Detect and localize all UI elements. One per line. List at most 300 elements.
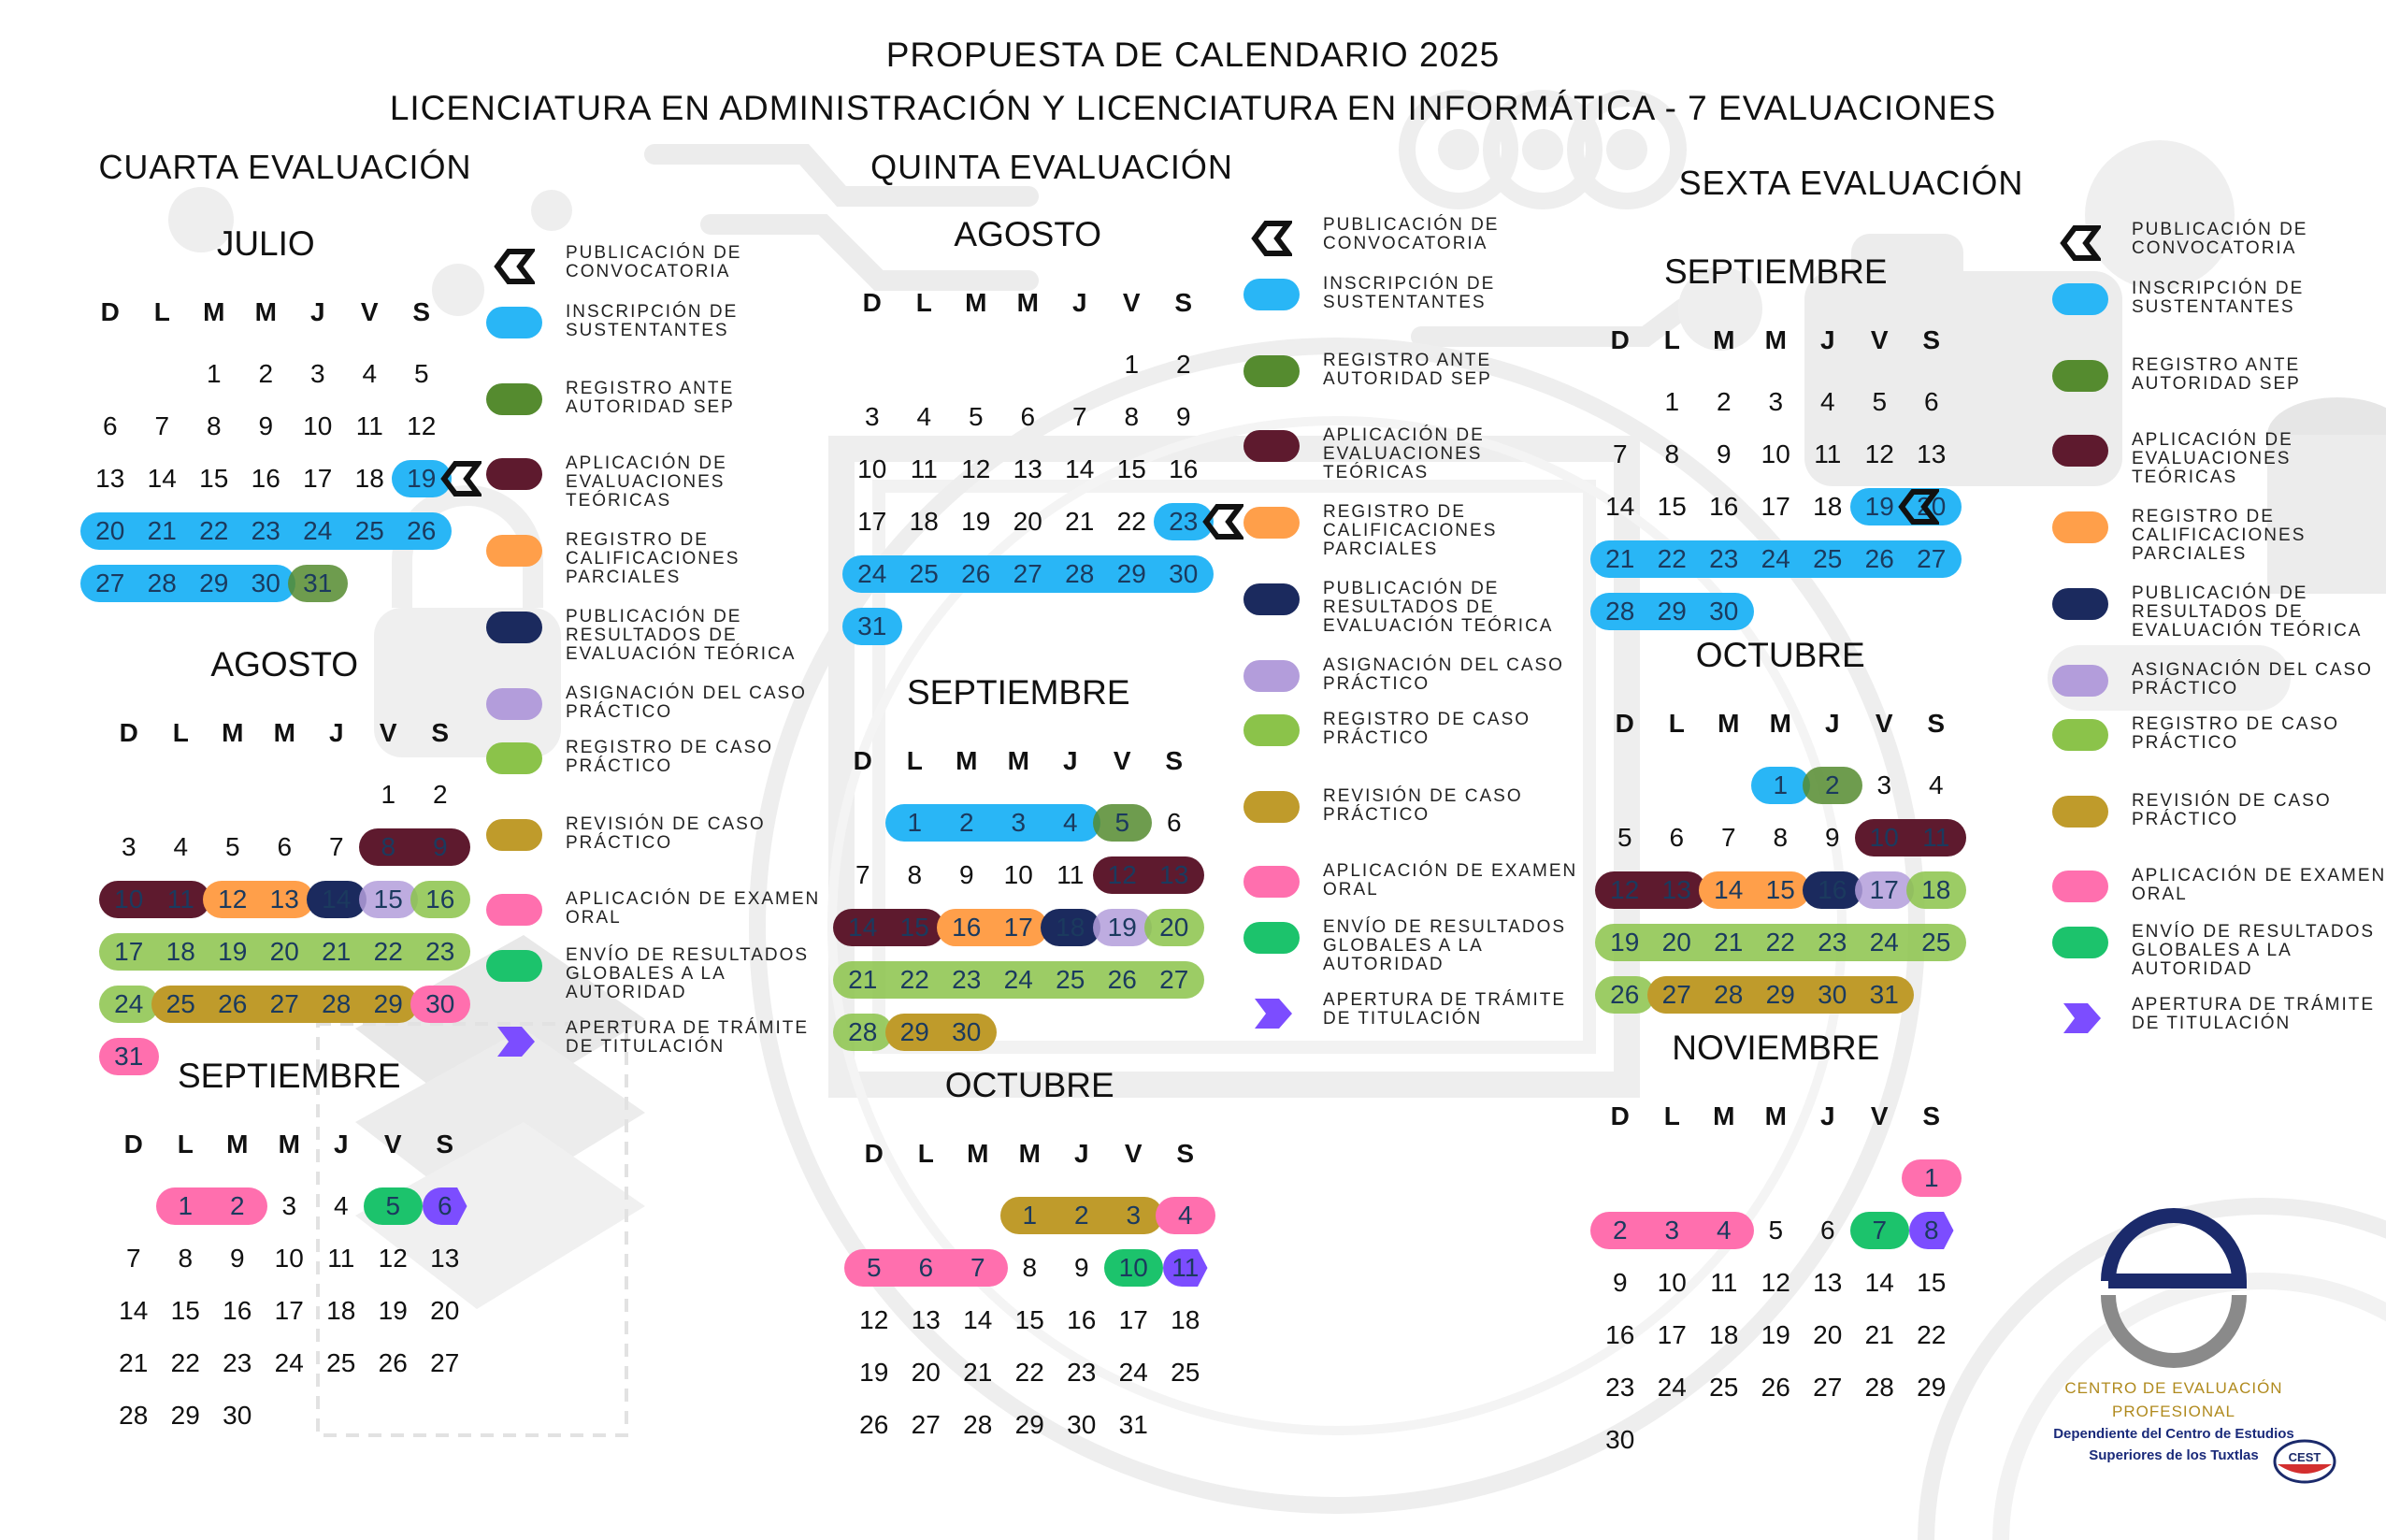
legend-swatch bbox=[1243, 583, 1300, 615]
calendar-day: 6 bbox=[102, 411, 118, 440]
calendar-day: 6 bbox=[1166, 808, 1182, 837]
cest-badge-text: CEST bbox=[2288, 1450, 2321, 1464]
calendar-day: 5 bbox=[1114, 808, 1130, 837]
calendar-day: 9 bbox=[229, 1244, 245, 1273]
calendar-day: 21 bbox=[848, 965, 878, 994]
calendar-day: 1 bbox=[1022, 1201, 1038, 1230]
calendar-day: 18 bbox=[165, 937, 195, 966]
legend-swatch bbox=[486, 307, 542, 338]
convocatoria-icon bbox=[1251, 220, 1292, 257]
legend-label-line: EVALUACIONES bbox=[566, 472, 726, 492]
calendar-day: 6 bbox=[1923, 387, 1939, 416]
calendar-day: 17 bbox=[1869, 875, 1899, 904]
legend-label-line: REGISTRO ANTE bbox=[2132, 355, 2301, 375]
legend-label-line: CALIFICACIONES bbox=[1323, 521, 1498, 540]
weekday-header: M bbox=[273, 718, 295, 747]
weekday-header: M bbox=[278, 1130, 300, 1159]
legend-label bbox=[566, 739, 773, 776]
calendar-day: 9 bbox=[1824, 823, 1840, 852]
calendar-day: 13 bbox=[430, 1244, 460, 1273]
calendar-day: 4 bbox=[333, 1191, 349, 1220]
legend-swatch bbox=[1243, 714, 1300, 746]
calendar-day: 8 bbox=[206, 411, 222, 440]
weekday-header: V bbox=[383, 1130, 402, 1159]
calendar-day: 22 bbox=[899, 965, 929, 994]
legend-label bbox=[566, 608, 796, 664]
logo-line-1: CENTRO DE EVALUACIÓN bbox=[2064, 1379, 2283, 1397]
weekday-header: S bbox=[1176, 1139, 1195, 1168]
legend-label-line: PRÁCTICO bbox=[1323, 674, 1430, 694]
calendar-day: 18 bbox=[1921, 875, 1951, 904]
calendar-day: 2 bbox=[258, 359, 274, 388]
calendar-day: 1 bbox=[1923, 1163, 1939, 1192]
legend-label bbox=[566, 890, 820, 928]
calendar-day: 22 bbox=[373, 937, 403, 966]
legend-label-line: REGISTRO ANTE bbox=[566, 379, 735, 398]
calendar-day: 30 bbox=[223, 1401, 252, 1430]
calendar-day: 12 bbox=[407, 411, 437, 440]
calendar-day: 27 bbox=[1661, 980, 1691, 1009]
legend-label-line: ENVÍO DE RESULTADOS bbox=[566, 945, 810, 965]
calendar-day: 16 bbox=[1067, 1305, 1097, 1334]
calendar-day: 9 bbox=[1073, 1253, 1089, 1282]
calendar-day: 27 bbox=[95, 569, 125, 597]
calendar-day: 5 bbox=[968, 402, 984, 431]
legend-label bbox=[566, 531, 740, 587]
calendar-day: 6 bbox=[1819, 1216, 1835, 1245]
weekday-header: M bbox=[226, 1130, 249, 1159]
calendar-day: 15 bbox=[1917, 1268, 1947, 1297]
calendar-day: 8 bbox=[381, 832, 396, 861]
calendar-day: 14 bbox=[322, 885, 352, 914]
calendar-day: 20 bbox=[269, 937, 299, 966]
weekday-header: L bbox=[1668, 709, 1685, 738]
calendar-day: 24 bbox=[274, 1348, 304, 1377]
weekday-header: D bbox=[119, 718, 138, 747]
calendar-day: 7 bbox=[970, 1253, 985, 1282]
calendar-day: 12 bbox=[961, 454, 991, 483]
calendar-day: 5 bbox=[413, 359, 429, 388]
legend-label-line: EVALUACIÓN TEÓRICA bbox=[2132, 621, 2363, 640]
weekday-header: M bbox=[967, 1139, 989, 1168]
calendar-day: 4 bbox=[173, 832, 189, 861]
calendar-day: 3 bbox=[1768, 387, 1784, 416]
legend-swatch bbox=[1243, 507, 1300, 539]
calendar-day: 13 bbox=[1159, 860, 1189, 889]
legend-label-line: CONVOCATORIA bbox=[2132, 238, 2297, 258]
calendar-day: 14 bbox=[1605, 492, 1635, 521]
calendar-day: 28 bbox=[1605, 597, 1635, 626]
weekday-header: V bbox=[1124, 1139, 1143, 1168]
calendar-day: 25 bbox=[1709, 1373, 1739, 1402]
legend-label-line: GLOBALES A LA bbox=[2132, 941, 2293, 960]
legend-swatch bbox=[2052, 927, 2108, 958]
calendar-day: 19 bbox=[859, 1358, 889, 1387]
legend-label bbox=[2132, 867, 2386, 904]
calendar-day: 3 bbox=[1876, 770, 1892, 799]
calendar-day: 2 bbox=[432, 780, 448, 809]
weekday-header: D bbox=[100, 297, 120, 326]
convocatoria-icon bbox=[494, 248, 535, 285]
weekday-header: S bbox=[1922, 325, 1941, 354]
legend-label bbox=[566, 1019, 809, 1057]
legend-label bbox=[566, 815, 766, 853]
calendar-day: 30 bbox=[1169, 559, 1199, 588]
calendar-day: 10 bbox=[1003, 860, 1033, 889]
calendar-day: 1 bbox=[381, 780, 396, 809]
calendar-day: 28 bbox=[1864, 1373, 1894, 1402]
weekday-header: J bbox=[328, 718, 344, 747]
legend-label-line: REGISTRO DE CASO bbox=[1323, 710, 1531, 729]
calendar-day: 10 bbox=[1657, 1268, 1687, 1297]
legend-swatch bbox=[1243, 430, 1300, 462]
calendar-day: 3 bbox=[121, 832, 137, 861]
legend-label bbox=[1323, 862, 1577, 900]
calendar-subtitle: LICENCIATURA EN ADMINISTRACIÓN Y LICENCIATURA EN INFORMÁTICA - 7 EVALUACIONES bbox=[389, 89, 1997, 127]
calendar-day: 30 bbox=[251, 569, 280, 597]
calendar-day: 15 bbox=[1765, 875, 1795, 904]
calendar-day: 25 bbox=[1056, 965, 1085, 994]
calendar-day: 7 bbox=[1071, 402, 1087, 431]
calendar-day: 18 bbox=[1056, 913, 1085, 942]
calendar-day: 14 bbox=[1714, 875, 1744, 904]
calendar-day: 21 bbox=[1065, 507, 1095, 536]
calendar-day: 16 bbox=[1709, 492, 1739, 521]
weekday-header: L bbox=[1663, 1101, 1680, 1130]
calendar-day: 30 bbox=[1709, 597, 1739, 626]
evaluation-title: SEXTA EVALUACIÓN bbox=[1678, 164, 2024, 202]
calendar-day: 27 bbox=[1013, 559, 1042, 588]
legend-label-line: REGISTRO DE bbox=[566, 530, 709, 550]
calendar-day: 14 bbox=[1864, 1268, 1894, 1297]
legend-label bbox=[1323, 656, 1564, 694]
legend-label-line: PRÁCTICO bbox=[2132, 679, 2239, 698]
legend-label-line: REVISIÓN DE CASO bbox=[1323, 786, 1523, 806]
calendar-day: 11 bbox=[1171, 1253, 1200, 1282]
calendar-day: 5 bbox=[1768, 1216, 1784, 1245]
month-name: AGOSTO bbox=[954, 215, 1102, 253]
calendar-day: 1 bbox=[1773, 770, 1789, 799]
calendar-day: 24 bbox=[1869, 928, 1899, 957]
calendar-day: 19 bbox=[1107, 913, 1137, 942]
weekday-header: M bbox=[965, 288, 987, 317]
legend-label bbox=[1323, 918, 1566, 974]
calendar-day: 23 bbox=[1818, 928, 1847, 957]
legend-label bbox=[2132, 715, 2339, 753]
legend-label bbox=[1323, 580, 1553, 636]
convocatoria-icon bbox=[2060, 224, 2101, 262]
legend-label-line: RESULTADOS DE bbox=[1323, 597, 1495, 617]
calendar-day: 22 bbox=[1014, 1358, 1044, 1387]
weekday-header: M bbox=[1713, 1101, 1735, 1130]
calendar-day: 7 bbox=[1872, 1216, 1888, 1245]
legend-label-line: PRÁCTICO bbox=[2132, 810, 2239, 829]
calendar-day: 11 bbox=[1710, 1268, 1738, 1297]
legend-label-line: APLICACIÓN DE EXAMEN bbox=[1323, 861, 1578, 881]
calendar-day: 11 bbox=[1814, 439, 1842, 468]
calendar-day: 24 bbox=[303, 516, 333, 545]
legend-label-line: INSCRIPCIÓN DE bbox=[2132, 279, 2305, 298]
calendar-day: 20 bbox=[1917, 492, 1947, 521]
calendar-day: 31 bbox=[114, 1042, 144, 1071]
calendar-day: 29 bbox=[1657, 597, 1687, 626]
calendar-day: 22 bbox=[1116, 507, 1146, 536]
calendar-day: 11 bbox=[355, 411, 383, 440]
calendar-day: 4 bbox=[1062, 808, 1078, 837]
weekday-header: S bbox=[412, 297, 431, 326]
calendar-day: 24 bbox=[857, 559, 887, 588]
legend-label-line: PUBLICACIÓN DE bbox=[1323, 215, 1500, 235]
legend-label bbox=[1323, 711, 1531, 748]
evaluation-title: CUARTA EVALUACIÓN bbox=[98, 148, 472, 186]
calendar-day: 19 bbox=[378, 1296, 408, 1325]
calendar-day: 1 bbox=[907, 808, 923, 837]
weekday-header: D bbox=[123, 1130, 143, 1159]
calendar-day: 2 bbox=[958, 808, 974, 837]
calendar-title: PROPUESTA DE CALENDARIO 2025 bbox=[885, 36, 1501, 74]
weekday-header: M bbox=[1718, 709, 1740, 738]
calendar-day: 10 bbox=[1869, 823, 1899, 852]
legend-swatch bbox=[2052, 511, 2108, 543]
calendar-day: 24 bbox=[1118, 1358, 1148, 1387]
legend-label-line: REVISIÓN DE CASO bbox=[2132, 791, 2332, 811]
calendar-day: 17 bbox=[1761, 492, 1790, 521]
legend-label-line: SUSTENTANTES bbox=[1323, 293, 1487, 312]
calendar-day: 26 bbox=[1107, 965, 1137, 994]
calendar-day: 26 bbox=[1610, 980, 1640, 1009]
weekday-header: S bbox=[1922, 1101, 1941, 1130]
calendar-day: 2 bbox=[1175, 350, 1191, 379]
legend-swatch bbox=[486, 535, 542, 567]
calendar-day: 13 bbox=[911, 1305, 941, 1334]
weekday-header: J bbox=[1819, 325, 1835, 354]
calendar-day: 7 bbox=[855, 860, 870, 889]
calendar-day: 12 bbox=[1610, 875, 1640, 904]
calendar-day: 25 bbox=[165, 989, 195, 1018]
titulacion-arrow-icon bbox=[2062, 1001, 2103, 1035]
calendar-day: 12 bbox=[218, 885, 248, 914]
calendar-day: 19 bbox=[961, 507, 991, 536]
calendar-day: 25 bbox=[326, 1348, 356, 1377]
calendar-day: 18 bbox=[1709, 1320, 1739, 1349]
weekday-header: L bbox=[915, 288, 932, 317]
calendar-day: 16 bbox=[223, 1296, 252, 1325]
calendar-day: 29 bbox=[170, 1401, 200, 1430]
legend-swatch bbox=[1243, 279, 1300, 310]
legend-swatch bbox=[1243, 660, 1300, 692]
weekday-header: S bbox=[431, 718, 450, 747]
legend-label-line: EVALUACIONES bbox=[2132, 449, 2292, 468]
calendar-day: 11 bbox=[327, 1244, 355, 1273]
calendar-day: 18 bbox=[354, 464, 384, 493]
calendar-day: 17 bbox=[114, 937, 144, 966]
calendar-day: 28 bbox=[119, 1401, 149, 1430]
calendar-day: 17 bbox=[303, 464, 333, 493]
weekday-header: M bbox=[222, 718, 244, 747]
legend-label-line: REVISIÓN DE CASO bbox=[566, 814, 766, 834]
calendar-day: 20 bbox=[911, 1358, 941, 1387]
legend-label-line: APLICACIÓN DE bbox=[2132, 430, 2293, 450]
calendar-day: 21 bbox=[322, 937, 352, 966]
legend-label bbox=[1323, 991, 1566, 1029]
weekday-header: J bbox=[1819, 1101, 1835, 1130]
calendar-day: 18 bbox=[1813, 492, 1843, 521]
calendar-day: 4 bbox=[1928, 770, 1944, 799]
calendar-day: 4 bbox=[916, 402, 932, 431]
calendar-day: 5 bbox=[224, 832, 240, 861]
legend-swatch bbox=[1243, 866, 1300, 898]
calendar-day: 24 bbox=[114, 989, 144, 1018]
calendar-day: 1 bbox=[1124, 350, 1140, 379]
calendar-day: 29 bbox=[1765, 980, 1795, 1009]
calendar-day: 3 bbox=[1126, 1201, 1142, 1230]
legend-label bbox=[566, 380, 735, 417]
weekday-header: V bbox=[1875, 709, 1893, 738]
calendar-day: 7 bbox=[125, 1244, 141, 1273]
calendar-day: 23 bbox=[1605, 1373, 1635, 1402]
calendar-day: 26 bbox=[859, 1410, 889, 1439]
legend-swatch bbox=[486, 612, 542, 643]
calendar-day: 2 bbox=[229, 1191, 245, 1220]
calendar-day: 2 bbox=[1716, 387, 1732, 416]
calendar-day: 9 bbox=[432, 832, 448, 861]
calendar-day: 7 bbox=[1720, 823, 1736, 852]
calendar-day: 6 bbox=[437, 1191, 453, 1220]
weekday-header: M bbox=[1018, 1139, 1041, 1168]
legend-label bbox=[2132, 508, 2306, 564]
calendar-day: 4 bbox=[362, 359, 378, 388]
calendar-day: 17 bbox=[1657, 1320, 1687, 1349]
calendar-day: 25 bbox=[354, 516, 384, 545]
calendar-day: 31 bbox=[1869, 980, 1899, 1009]
weekday-header: V bbox=[1870, 325, 1889, 354]
weekday-header: D bbox=[864, 1139, 884, 1168]
weekday-header: L bbox=[1663, 325, 1680, 354]
calendar-day: 20 bbox=[1159, 913, 1189, 942]
calendar-day: 24 bbox=[1761, 544, 1790, 573]
legend-label-line: PRÁCTICO bbox=[1323, 805, 1430, 825]
legend-swatch bbox=[2052, 588, 2108, 620]
calendar-day: 23 bbox=[251, 516, 280, 545]
calendar-day: 14 bbox=[963, 1305, 993, 1334]
weekday-header: J bbox=[333, 1130, 349, 1159]
legend-label-line: PARCIALES bbox=[566, 568, 682, 587]
legend-swatch bbox=[486, 688, 542, 720]
legend-label-line: APERTURA DE TRÁMITE bbox=[2132, 995, 2376, 1015]
calendar-day: 30 bbox=[1067, 1410, 1097, 1439]
weekday-header: L bbox=[906, 746, 923, 775]
legend-swatch bbox=[2052, 283, 2108, 315]
legend-swatch bbox=[486, 894, 542, 926]
weekday-header: V bbox=[1113, 746, 1131, 775]
legend-label bbox=[2132, 431, 2293, 487]
calendar-day: 29 bbox=[373, 989, 403, 1018]
calendar-day: 22 bbox=[1657, 544, 1687, 573]
calendar-day: 17 bbox=[274, 1296, 304, 1325]
legend-label-line: CALIFICACIONES bbox=[2132, 525, 2307, 545]
legend-label bbox=[1323, 426, 1485, 482]
calendar-day: 15 bbox=[899, 913, 929, 942]
legend-label-line: PUBLICACIÓN DE bbox=[566, 243, 742, 263]
calendar-day: 10 bbox=[1761, 439, 1790, 468]
month-name: SEPTIEMBRE bbox=[178, 1057, 401, 1095]
calendar-day: 21 bbox=[147, 516, 177, 545]
legend-label-line: PRÁCTICO bbox=[1323, 728, 1430, 748]
calendar-day: 15 bbox=[1116, 454, 1146, 483]
weekday-header: M bbox=[1764, 1101, 1787, 1130]
legend-swatch bbox=[1243, 355, 1300, 387]
calendar-day: 9 bbox=[958, 860, 974, 889]
calendar-day: 7 bbox=[328, 832, 344, 861]
calendar-day: 1 bbox=[206, 359, 222, 388]
legend-label-line: REGISTRO DE CASO bbox=[2132, 714, 2340, 734]
weekday-header: S bbox=[436, 1130, 454, 1159]
legend-label-line: TEÓRICAS bbox=[566, 491, 672, 511]
calendar-day: 19 bbox=[407, 464, 437, 493]
weekday-header: M bbox=[1764, 325, 1787, 354]
legend-label-line: AUTORIDAD SEP bbox=[566, 397, 735, 417]
calendar-day: 26 bbox=[218, 989, 248, 1018]
convocatoria-marker-icon bbox=[1202, 503, 1243, 540]
calendar-day: 4 bbox=[1177, 1201, 1193, 1230]
calendar-day: 12 bbox=[1107, 860, 1137, 889]
calendar-day: 25 bbox=[1921, 928, 1951, 957]
legend-label-line: AUTORIDAD bbox=[2132, 959, 2253, 979]
weekday-header: M bbox=[254, 297, 277, 326]
weekday-header: D bbox=[853, 746, 872, 775]
legend-label-line: TEÓRICAS bbox=[2132, 468, 2238, 487]
calendar-day: 10 bbox=[857, 454, 887, 483]
calendar-day: 8 bbox=[1124, 402, 1140, 431]
legend-label-line: APLICACIÓN DE EXAMEN bbox=[566, 889, 821, 909]
calendar-day: 4 bbox=[1716, 1216, 1732, 1245]
calendar-day: 11 bbox=[166, 885, 194, 914]
calendar-day: 12 bbox=[859, 1305, 889, 1334]
calendar-day: 6 bbox=[1020, 402, 1036, 431]
legend-label bbox=[2132, 280, 2304, 317]
month-name: NOVIEMBRE bbox=[1672, 1029, 1880, 1067]
legend-label-line: PUBLICACIÓN DE bbox=[2132, 220, 2308, 239]
legend-label-line: SUSTENTANTES bbox=[2132, 297, 2295, 317]
weekday-header: M bbox=[1007, 746, 1029, 775]
weekday-header: L bbox=[177, 1130, 194, 1159]
legend-label-line: AUTORIDAD SEP bbox=[1323, 369, 1492, 389]
calendar-day: 9 bbox=[1175, 402, 1191, 431]
calendar-day: 9 bbox=[1612, 1268, 1628, 1297]
legend-label-line: AUTORIDAD SEP bbox=[2132, 374, 2301, 394]
legend-label-line: EVALUACIÓN TEÓRICA bbox=[566, 644, 797, 664]
legend-label-line: CALIFICACIONES bbox=[566, 549, 740, 569]
calendar-day: 15 bbox=[170, 1296, 200, 1325]
month-name: SEPTIEMBRE bbox=[907, 673, 1130, 712]
month-name: OCTUBRE bbox=[1695, 636, 1865, 674]
legend-swatch bbox=[486, 383, 542, 415]
legend-label-line: APLICACIÓN DE bbox=[566, 453, 727, 473]
legend-label-line: PARCIALES bbox=[1323, 540, 1439, 559]
calendar-day: 14 bbox=[1065, 454, 1095, 483]
calendar-day: 13 bbox=[95, 464, 125, 493]
calendar-day: 2 bbox=[1824, 770, 1840, 799]
legend-label-line: PUBLICACIÓN DE bbox=[1323, 579, 1500, 598]
legend-label bbox=[2132, 792, 2332, 829]
titulacion-arrow-icon bbox=[1253, 997, 1294, 1030]
month-name: SEPTIEMBRE bbox=[1664, 252, 1888, 291]
calendar-day: 22 bbox=[199, 516, 229, 545]
logo-line-3: Dependiente del Centro de Estudios bbox=[2053, 1426, 2294, 1442]
legend-label bbox=[1323, 275, 1495, 312]
legend-label-line: REGISTRO DE CASO bbox=[566, 738, 774, 757]
legend-label-line: APLICACIÓN DE bbox=[1323, 425, 1485, 445]
